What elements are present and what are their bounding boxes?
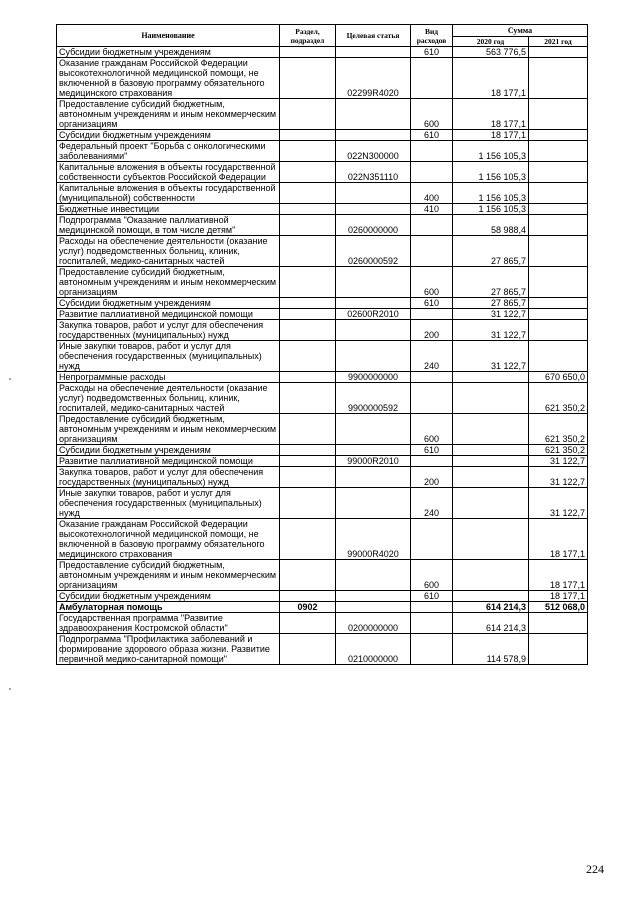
cell-sum-2021: 512 068,0 [529,602,588,613]
scan-mark [9,378,11,380]
cell-sum-2021 [529,267,588,298]
table-row [57,372,588,383]
table-row [57,467,588,488]
table-row [57,445,588,456]
cell-target [336,298,411,309]
cell-name: Оказание гражданам Российской Федерации высокотехнологичной медицинской помощи, не включенной в базовую программу обязательного медицинского страхования [57,58,280,99]
cell-section [280,298,336,309]
cell-name: Подпрограмма "Профилактика заболеваний и формирование здорового образа жизни. Развитие первичной медико-санитарной помощи" [57,634,280,665]
cell-sum-2021 [529,298,588,309]
cell-section [280,58,336,99]
cell-section [280,383,336,414]
table-row [57,488,588,519]
cell-sum-2021: 18 177,1 [529,560,588,591]
cell-sum-2020 [453,414,529,445]
cell-sum-2020: 614 214,3 [453,613,529,634]
cell-target: 9900000592 [336,383,411,414]
cell-name: Субсидии бюджетным учреждениям [57,445,280,456]
cell-section [280,560,336,591]
cell-section [280,309,336,320]
cell-sum-2021 [529,341,588,372]
cell-section [280,591,336,602]
cell-sum-2021 [529,320,588,341]
table-row [57,236,588,267]
cell-type: 400 [411,183,453,204]
cell-sum-2020: 1 156 105,3 [453,162,529,183]
cell-target [336,467,411,488]
cell-sum-2020: 27 865,7 [453,267,529,298]
table-row [57,602,588,613]
table-row [57,162,588,183]
cell-target [336,320,411,341]
cell-target [336,204,411,215]
cell-name: Закупка товаров, работ и услуг для обеспечения государственных (муниципальных) нужд [57,467,280,488]
cell-section [280,162,336,183]
cell-type [411,602,453,613]
cell-section [280,456,336,467]
cell-sum-2021 [529,634,588,665]
cell-name: Субсидии бюджетным учреждениям [57,591,280,602]
cell-target [336,47,411,58]
cell-target [336,445,411,456]
cell-section [280,320,336,341]
table-row [57,383,588,414]
cell-type: 600 [411,267,453,298]
cell-sum-2020 [453,372,529,383]
cell-sum-2020: 18 177,1 [453,58,529,99]
cell-target: 0200000000 [336,613,411,634]
cell-type: 240 [411,488,453,519]
cell-sum-2020: 1 156 105,3 [453,183,529,204]
cell-type [411,141,453,162]
budget-table [56,24,588,665]
cell-sum-2020 [453,519,529,560]
cell-section: 0902 [280,602,336,613]
cell-section [280,267,336,298]
cell-name: Оказание гражданам Российской Федерации высокотехнологичной медицинской помощи, не включенной в базовую программу обязательного медицинского страхования [57,519,280,560]
cell-section [280,467,336,488]
cell-target: 0210000000 [336,634,411,665]
table-row [57,309,588,320]
cell-sum-2020 [453,560,529,591]
cell-sum-2021 [529,47,588,58]
cell-sum-2021 [529,204,588,215]
cell-sum-2021: 621 350,2 [529,383,588,414]
cell-target: 022N351110 [336,162,411,183]
cell-target: 022N300000 [336,141,411,162]
table-row [57,183,588,204]
cell-sum-2020: 31 122,7 [453,309,529,320]
cell-sum-2020: 114 578,9 [453,634,529,665]
header-section: Раздел, подраздел [280,25,336,47]
cell-sum-2020: 18 177,1 [453,130,529,141]
cell-target [336,602,411,613]
cell-sum-2020: 1 156 105,3 [453,141,529,162]
header-year-2020: 2020 год [453,37,529,47]
cell-sum-2021 [529,130,588,141]
cell-sum-2021 [529,141,588,162]
cell-target: 99000R4020 [336,519,411,560]
cell-section [280,445,336,456]
cell-target [336,414,411,445]
table-row [57,519,588,560]
cell-sum-2020: 27 865,7 [453,298,529,309]
cell-section [280,130,336,141]
cell-sum-2021 [529,613,588,634]
table-row [57,341,588,372]
cell-type: 600 [411,99,453,130]
cell-name: Субсидии бюджетным учреждениям [57,298,280,309]
cell-name: Предоставление субсидий бюджетным, автономным учреждениям и иным некоммерческим организациям [57,267,280,298]
cell-type: 610 [411,591,453,602]
cell-target [336,183,411,204]
cell-target [336,591,411,602]
cell-target [336,488,411,519]
table-row [57,141,588,162]
cell-sum-2020 [453,383,529,414]
cell-name: Государственная программа "Развитие здравоохранения Костромской области" [57,613,280,634]
cell-sum-2021 [529,58,588,99]
table-body [57,47,588,665]
cell-type [411,309,453,320]
cell-target: 9900000000 [336,372,411,383]
cell-sum-2020 [453,445,529,456]
cell-sum-2021 [529,99,588,130]
cell-type [411,215,453,236]
cell-target: 99000R2010 [336,456,411,467]
cell-section [280,414,336,445]
budget-table-page [56,24,587,665]
cell-sum-2021: 31 122,7 [529,488,588,519]
cell-sum-2021 [529,309,588,320]
cell-type [411,634,453,665]
cell-type: 600 [411,414,453,445]
cell-section [280,183,336,204]
table-row [57,47,588,58]
cell-sum-2020 [453,591,529,602]
cell-sum-2020 [453,488,529,519]
table-row [57,298,588,309]
cell-sum-2021 [529,183,588,204]
header-type: Вид расходов [411,25,453,47]
cell-type [411,383,453,414]
cell-sum-2020: 31 122,7 [453,320,529,341]
cell-target [336,341,411,372]
cell-section [280,613,336,634]
cell-name: Субсидии бюджетным учреждениям [57,47,280,58]
table-row [57,215,588,236]
cell-sum-2020: 27 865,7 [453,236,529,267]
cell-type: 610 [411,47,453,58]
cell-sum-2021 [529,215,588,236]
cell-name: Иные закупки товаров, работ и услуг для обеспечения государственных (муниципальных) нужд [57,488,280,519]
table-row [57,591,588,602]
cell-type [411,162,453,183]
cell-sum-2021: 31 122,7 [529,467,588,488]
cell-name: Развитие паллиативной медицинской помощи [57,456,280,467]
cell-type [411,372,453,383]
header-target: Целевая статья [336,25,411,47]
cell-section [280,519,336,560]
cell-name: Расходы на обеспечение деятельности (оказание услуг) подведомственных больниц, клиник, госпиталей, медико-санитарных частей [57,236,280,267]
cell-target [336,560,411,591]
cell-name: Субсидии бюджетным учреждениям [57,130,280,141]
cell-type: 610 [411,130,453,141]
cell-sum-2021: 621 350,2 [529,414,588,445]
cell-type: 410 [411,204,453,215]
cell-sum-2021: 670 650,0 [529,372,588,383]
cell-target [336,99,411,130]
cell-sum-2021 [529,236,588,267]
cell-section [280,47,336,58]
cell-section [280,634,336,665]
table-row [57,130,588,141]
cell-name: Развитие паллиативной медицинской помощи [57,309,280,320]
cell-section [280,215,336,236]
cell-target: 02600R2010 [336,309,411,320]
cell-name: Непрограммные расходы [57,372,280,383]
table-row [57,99,588,130]
header-sum: Сумма [453,25,588,37]
cell-section [280,141,336,162]
cell-sum-2020 [453,467,529,488]
table-row [57,456,588,467]
table-row [57,414,588,445]
scan-mark [9,688,11,690]
cell-target: 0260000592 [336,236,411,267]
cell-type: 200 [411,467,453,488]
cell-target: 0260000000 [336,215,411,236]
cell-name: Закупка товаров, работ и услуг для обеспечения государственных (муниципальных) нужд [57,320,280,341]
cell-name: Подпрограмма "Оказание паллиативной медицинской помощи, в том числе детям" [57,215,280,236]
cell-section [280,236,336,267]
cell-section [280,204,336,215]
cell-sum-2020: 563 776,5 [453,47,529,58]
cell-sum-2020: 614 214,3 [453,602,529,613]
cell-sum-2020 [453,456,529,467]
cell-type: 600 [411,560,453,591]
cell-sum-2020: 18 177,1 [453,99,529,130]
cell-sum-2021: 31 122,7 [529,456,588,467]
cell-type: 200 [411,320,453,341]
cell-name: Бюджетные инвестиции [57,204,280,215]
cell-sum-2020: 58 988,4 [453,215,529,236]
table-row [57,613,588,634]
cell-name: Расходы на обеспечение деятельности (оказание услуг) подведомственных больниц, клиник, госпиталей, медико-санитарных частей [57,383,280,414]
cell-sum-2020: 31 122,7 [453,341,529,372]
cell-target: 02299R4020 [336,58,411,99]
cell-name: Капитальные вложения в объекты государственной (муниципальной) собственности [57,183,280,204]
cell-type: 610 [411,298,453,309]
cell-name: Капитальные вложения в объекты государственной собственности субъектов Российской Федерации [57,162,280,183]
cell-section [280,372,336,383]
table-row [57,204,588,215]
cell-sum-2020: 1 156 105,3 [453,204,529,215]
table-row [57,320,588,341]
cell-name: Предоставление субсидий бюджетным, автономным учреждениям и иным некоммерческим организациям [57,560,280,591]
cell-sum-2021 [529,162,588,183]
cell-target [336,267,411,298]
cell-name: Федеральный проект "Борьба с онкологическими заболеваниями" [57,141,280,162]
cell-section [280,488,336,519]
table-row [57,58,588,99]
cell-target [336,130,411,141]
header-year-2021: 2021 год [529,37,588,47]
cell-name: Предоставление субсидий бюджетным, автономным учреждениям и иным некоммерческим организациям [57,414,280,445]
table-row [57,560,588,591]
cell-name: Амбулаторная помощь [57,602,280,613]
cell-type: 240 [411,341,453,372]
cell-type: 610 [411,445,453,456]
cell-sum-2021: 621 350,2 [529,445,588,456]
cell-section [280,99,336,130]
cell-sum-2021: 18 177,1 [529,519,588,560]
header-name: Наименование [57,25,280,47]
cell-section [280,341,336,372]
cell-name: Иные закупки товаров, работ и услуг для обеспечения государственных (муниципальных) нужд [57,341,280,372]
cell-type [411,456,453,467]
cell-type [411,58,453,99]
cell-type [411,519,453,560]
cell-name: Предоставление субсидий бюджетным, автономным учреждениям и иным некоммерческим организациям [57,99,280,130]
cell-type [411,613,453,634]
cell-type [411,236,453,267]
table-row [57,634,588,665]
table-row [57,267,588,298]
page-number: 224 [586,862,604,876]
cell-sum-2021: 18 177,1 [529,591,588,602]
